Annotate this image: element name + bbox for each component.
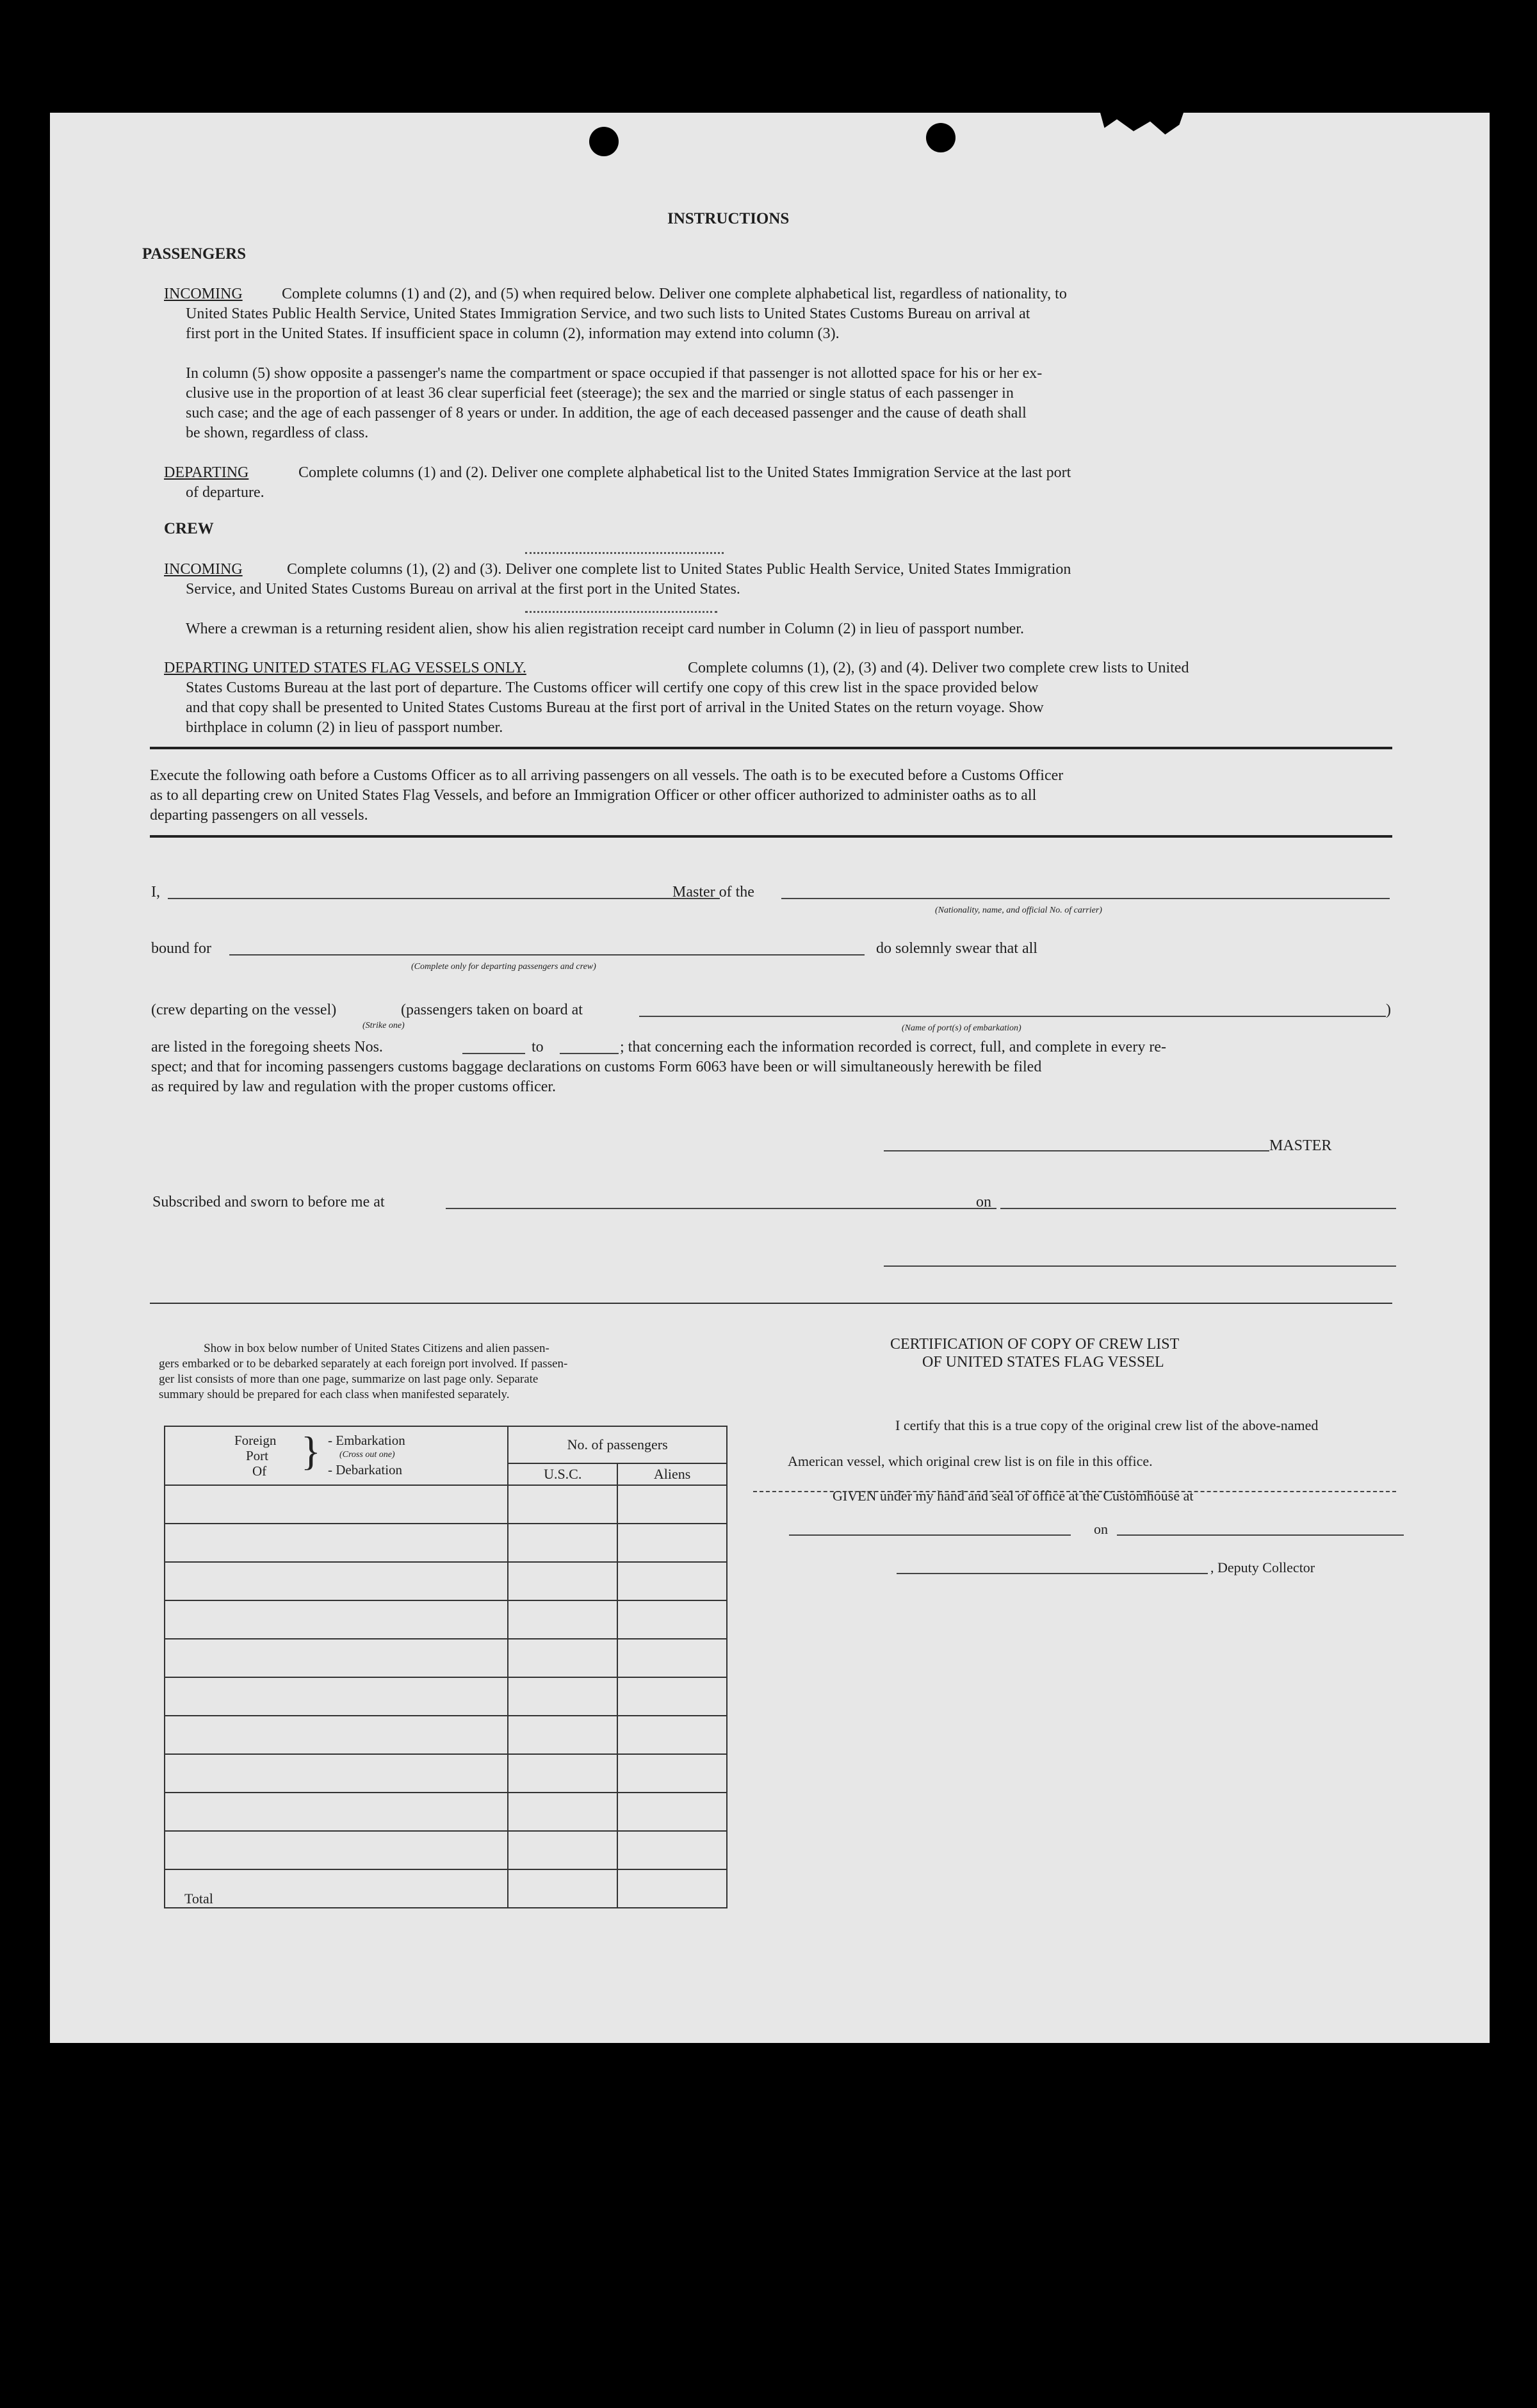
section-divider <box>150 835 1392 838</box>
page-title: INSTRUCTIONS <box>667 210 790 227</box>
usc-cell[interactable] <box>508 1562 617 1600</box>
crew-departing-flag-line4: birthplace in column (2) in lieu of passport number. <box>186 719 503 736</box>
usc-cell[interactable] <box>508 1716 617 1754</box>
master-label: MASTER <box>1269 1137 1332 1154</box>
deputy-collector-label: , Deputy Collector <box>1210 1559 1315 1575</box>
usc-header: U.S.C. <box>508 1463 617 1485</box>
bound-note: (Complete only for departing passengers and crew) <box>411 962 596 972</box>
no-passengers-header: No. of passengers <box>508 1426 727 1463</box>
usc-cell[interactable] <box>508 1600 617 1639</box>
total-row <box>165 1869 727 1908</box>
summary-instr-line1: Show in box below number of United States Citizens and alien passen- <box>204 1342 549 1355</box>
port-cell[interactable] <box>165 1831 508 1869</box>
certification-place-field[interactable] <box>789 1534 1071 1536</box>
passengers-departing-lead: DEPARTING <box>164 464 249 481</box>
usc-cell[interactable] <box>508 1677 617 1716</box>
crew-incoming-lead: INCOMING <box>164 561 243 578</box>
column5-line1: In column (5) show opposite a passenger's name the compartment or space occupied if that passenger is not allotted space for his or her ex- <box>186 365 1043 382</box>
crew-resident-note: Where a crewman is a returning resident alien, show his alien registration receipt card number in Column (2) in lieu of passport number. <box>186 621 1024 637</box>
usc-cell[interactable] <box>508 1639 617 1677</box>
aliens-cell[interactable] <box>617 1754 727 1793</box>
usc-total-cell[interactable] <box>508 1869 617 1908</box>
sheet-from-field[interactable] <box>462 1053 525 1054</box>
of-label: Of <box>252 1463 267 1479</box>
punch-hole-right <box>926 123 956 152</box>
cross-out-note: (Cross out one) <box>339 1450 395 1460</box>
port-cell[interactable] <box>165 1793 508 1831</box>
column5-line2: clusive use in the proportion of at least 36 clear superficial feet (steerage); the sex and the married or single status of each passenger in <box>186 385 1014 402</box>
certification-line1: I certify that this is a true copy of the original crew list of the above-named <box>895 1417 1319 1433</box>
bound-for-label: bound for <box>151 940 211 957</box>
passengers-taken-option: (passengers taken on board at <box>401 1002 583 1018</box>
certification-date-field[interactable] <box>1117 1534 1404 1536</box>
aliens-cell[interactable] <box>617 1793 727 1831</box>
embarkation-label: - Embarkation <box>328 1433 405 1448</box>
usc-cell[interactable] <box>508 1754 617 1793</box>
passengers-incoming-line2: United States Public Health Service, United States Immigration Service, and two such lists to United States Customs Bureau on arrival at <box>186 305 1030 322</box>
summary-instr-line4: summary should be prepared for each class when manifested separately. <box>159 1388 510 1401</box>
certification-title2: OF UNITED STATES FLAG VESSEL <box>922 1354 1164 1371</box>
summary-instr-line2: gers embarked or to be debarked separately at each foreign port involved. If passen- <box>159 1357 568 1371</box>
oath-instruction-line1: Execute the following oath before a Customs Officer as to all arriving passengers on all vessels. The oath is to be executed before a Customs Officer <box>150 767 1064 784</box>
certification-line2: American vessel, which original crew list is on file in this office. <box>788 1453 1153 1469</box>
port-cell[interactable] <box>165 1716 508 1754</box>
aliens-cell[interactable] <box>617 1562 727 1600</box>
ports-note: (Name of port(s) of embarkation) <box>902 1023 1021 1033</box>
table-row <box>165 1716 727 1754</box>
crew-departing-flag-lead: DEPARTING UNITED STATES FLAG VESSELS ONLY. <box>164 660 526 676</box>
nationality-note: (Nationality, name, and official No. of carrier) <box>935 906 1102 915</box>
aliens-cell[interactable] <box>617 1831 727 1869</box>
summary-instr-line3: ger list consists of more than one page, summarize on last page only. Separate <box>159 1372 539 1386</box>
crew-departing-flag-line1: Complete columns (1), (2), (3) and (4). Deliver two complete crew lists to United <box>688 660 1189 676</box>
listed-suffix: ; that concerning each the information recorded is correct, full, and complete in every re- <box>620 1039 1166 1055</box>
section-divider <box>150 747 1392 749</box>
dotted-mark <box>525 552 724 554</box>
port-cell[interactable] <box>165 1639 508 1677</box>
table-row <box>165 1677 727 1716</box>
usc-cell[interactable] <box>508 1831 617 1869</box>
section-divider <box>150 1303 1392 1304</box>
usc-cell[interactable] <box>508 1524 617 1562</box>
certification-title1: CERTIFICATION OF COPY OF CREW LIST <box>890 1336 1180 1353</box>
master-name-field[interactable] <box>168 898 720 899</box>
document-sheet <box>50 113 1490 2043</box>
port-cell[interactable] <box>165 1485 508 1524</box>
crew-incoming-line2: Service, and United States Customs Bureau on arrival at the first port in the United States. <box>186 581 740 598</box>
to-label: to <box>532 1039 544 1055</box>
subscribed-label: Subscribed and sworn to before me at <box>152 1194 385 1210</box>
aliens-cell[interactable] <box>617 1524 727 1562</box>
sworn-place-field[interactable] <box>446 1208 996 1209</box>
strike-note: (Strike one) <box>362 1021 405 1030</box>
port-header-cell <box>165 1426 508 1485</box>
table-row <box>165 1831 727 1869</box>
punch-hole-left <box>589 127 619 156</box>
crew-departing-flag-line3: and that copy shall be presented to United States Customs Bureau at the first port of arrival in the United States on the return voyage. Show <box>186 699 1044 716</box>
usc-cell[interactable] <box>508 1793 617 1831</box>
bleed-through-mark <box>909 170 975 186</box>
port-cell[interactable] <box>165 1754 508 1793</box>
port-cell[interactable] <box>165 1562 508 1600</box>
crew-departing-flag-line2: States Customs Bureau at the last port of departure. The Customs officer will certify one copy of this crew list in the space provided below <box>186 679 1039 696</box>
table-row <box>165 1639 727 1677</box>
sheet-to-field[interactable] <box>560 1053 619 1054</box>
port-cell[interactable] <box>165 1677 508 1716</box>
table-row <box>165 1600 727 1639</box>
officer-signature-field[interactable] <box>884 1265 1396 1267</box>
oath-instruction-line3: departing passengers on all vessels. <box>150 807 368 824</box>
oath-line2: spect; and that for incoming passengers customs baggage declarations on customs Form 6063 have been or will simultaneously herewith be filed <box>151 1059 1042 1075</box>
oath-line3: as required by law and regulation with the proper customs officer. <box>151 1078 557 1095</box>
port-cell[interactable] <box>165 1524 508 1562</box>
passengers-departing-line1: Complete columns (1) and (2). Deliver one complete alphabetical list to the United States Immigration Service at the last port <box>298 464 1071 481</box>
close-paren: ) <box>1386 1002 1391 1018</box>
swear-text: do solemnly swear that all <box>876 940 1037 957</box>
crew-incoming-line1: Complete columns (1), (2) and (3). Deliver one complete list to United States Public Health Service, United States Immigration <box>287 561 1071 578</box>
aliens-cell[interactable] <box>617 1677 727 1716</box>
sworn-date-field[interactable] <box>1000 1208 1396 1209</box>
passenger-summary-table <box>164 1426 728 1908</box>
total-label: Total <box>165 1869 508 1908</box>
aliens-cell[interactable] <box>617 1716 727 1754</box>
aliens-header: Aliens <box>617 1463 727 1485</box>
passengers-incoming-line1: Complete columns (1) and (2), and (5) when required below. Deliver one complete alphabetical list, regardless of nationality, to <box>282 286 1067 302</box>
table-row <box>165 1524 727 1562</box>
crew-heading: CREW <box>164 520 214 537</box>
customhouse-field[interactable] <box>753 1491 1396 1492</box>
usc-cell[interactable] <box>508 1485 617 1524</box>
table-row <box>165 1754 727 1793</box>
debarkation-label: - Debarkation <box>328 1462 403 1477</box>
brace-icon: } <box>301 1428 321 1474</box>
passengers-heading: PASSENGERS <box>142 245 247 263</box>
table-row <box>165 1562 727 1600</box>
bound-for-field[interactable] <box>229 954 865 956</box>
master-of-label: Master of the <box>672 884 754 900</box>
column5-line3: such case; and the age of each passenger of 8 years or under. In addition, the age of each deceased passenger and the cause of death shall <box>186 405 1027 421</box>
certification-on-label: on <box>1094 1521 1108 1537</box>
aliens-cell[interactable] <box>617 1485 727 1524</box>
deputy-signature-field[interactable] <box>897 1573 1208 1574</box>
table-row <box>165 1793 727 1831</box>
dotted-mark <box>525 611 717 613</box>
certification-line3: GIVEN under my hand and seal of office at the Customhouse at <box>833 1488 1194 1504</box>
passengers-departing-line2: of departure. <box>186 484 264 501</box>
passengers-incoming-lead: INCOMING <box>164 286 243 302</box>
table-row <box>165 1485 727 1524</box>
aliens-cell[interactable] <box>617 1639 727 1677</box>
torn-edge <box>1100 113 1183 134</box>
listed-prefix: are listed in the foregoing sheets Nos. <box>151 1039 383 1055</box>
embarkation-ports-field[interactable] <box>639 1016 1386 1017</box>
port-cell[interactable] <box>165 1600 508 1639</box>
master-signature-field[interactable] <box>884 1150 1269 1151</box>
oath-i-label: I, <box>151 884 160 900</box>
foreign-label: Foreign <box>234 1433 277 1448</box>
column5-line4: be shown, regardless of class. <box>186 425 369 441</box>
crew-departing-option: (crew departing on the vessel) <box>151 1002 337 1018</box>
aliens-total-cell[interactable] <box>617 1869 727 1908</box>
sworn-on-label: on <box>976 1194 991 1210</box>
carrier-field[interactable] <box>781 898 1390 899</box>
passengers-incoming-line3: first port in the United States. If insufficient space in column (2), information may extend into column (3). <box>186 325 840 342</box>
oath-instruction-line2: as to all departing crew on United States Flag Vessels, and before an Immigration Officer or other officer authorized to administer oaths as to all <box>150 787 1037 804</box>
aliens-cell[interactable] <box>617 1600 727 1639</box>
port-label: Port <box>246 1448 269 1463</box>
